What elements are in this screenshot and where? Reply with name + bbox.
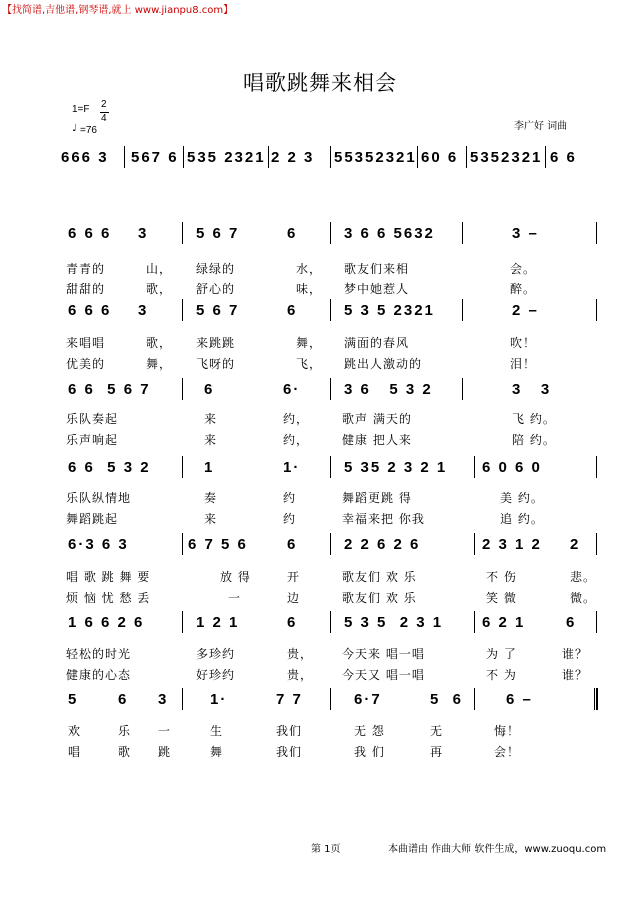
score-row-7 xyxy=(0,690,640,718)
lyric: 歌友们来相 xyxy=(344,262,410,276)
measure: 5 35 2 3 2 1 xyxy=(344,459,448,476)
lyrics-verse-1 xyxy=(0,722,640,738)
barline xyxy=(545,146,546,168)
intro-measure: 2 2 3 xyxy=(271,149,315,166)
lyrics-verse-1 xyxy=(0,260,640,276)
barline xyxy=(330,688,331,710)
measure: 3 xyxy=(138,302,149,319)
lyric: 歌， xyxy=(146,336,173,350)
lyric: 醉。 xyxy=(510,282,537,296)
lyrics-verse-2 xyxy=(0,743,640,759)
barline xyxy=(417,146,418,168)
lyric: 陪 约。 xyxy=(512,433,556,447)
lyric: 约 xyxy=(283,512,297,526)
barline xyxy=(182,533,183,555)
measure: 3 xyxy=(158,691,169,708)
intro-measure: 567 6 xyxy=(131,149,179,166)
barline xyxy=(330,611,331,633)
lyrics-verse-2 xyxy=(0,355,640,371)
lyric: 歌声 满天的 xyxy=(342,412,412,426)
barline xyxy=(596,299,597,321)
barline xyxy=(474,611,475,633)
lyric: 奏 xyxy=(204,491,218,505)
lyric: 歌友们 欢 乐 xyxy=(342,591,417,605)
lyric: 会！ xyxy=(494,745,521,759)
lyric: 一 xyxy=(228,591,242,605)
lyric: 我 们 xyxy=(354,745,385,759)
measure: 1· xyxy=(283,459,301,476)
measure: 6 – xyxy=(506,691,533,708)
lyric: 我们 xyxy=(276,724,303,738)
lyric: 绿绿的 xyxy=(196,262,236,276)
measure: 5 6 xyxy=(430,691,464,708)
lyric: 来 xyxy=(204,433,218,447)
composer-credit: 李广好 词曲 xyxy=(514,121,568,132)
lyric: 吹！ xyxy=(510,336,537,350)
lyric: 舒心的 xyxy=(196,282,236,296)
measure: 6 xyxy=(118,691,129,708)
lyric: 青青的 xyxy=(66,262,106,276)
barline xyxy=(182,611,183,633)
barline xyxy=(596,611,597,633)
intro-measure: 535 2321 xyxy=(187,149,266,166)
measure: 1 2 1 xyxy=(196,614,240,631)
barline xyxy=(182,222,183,244)
measure: 5 3 5 2321 xyxy=(344,302,435,319)
score-row-6 xyxy=(0,613,640,641)
lyric: 谁？ xyxy=(562,668,589,682)
barline xyxy=(474,533,475,555)
measure: 2 xyxy=(570,536,581,553)
lyric: 放 得 xyxy=(220,570,251,584)
barline xyxy=(182,378,183,400)
barline xyxy=(330,533,331,555)
score-row-3 xyxy=(0,380,640,408)
barline xyxy=(462,299,463,321)
intro-measure: 6 6 xyxy=(550,149,577,166)
measure: 7 7 xyxy=(276,691,303,708)
lyric: 谁？ xyxy=(562,647,589,661)
lyric: 无 xyxy=(430,724,444,738)
measure: 6 7 5 6 xyxy=(188,536,248,553)
lyric: 好珍约 xyxy=(196,668,236,682)
lyric: 约， xyxy=(283,433,310,447)
barline xyxy=(268,146,269,168)
lyric: 舞蹈跳起 xyxy=(66,512,119,526)
measure: 1 xyxy=(204,459,215,476)
lyric: 歌友们 欢 乐 xyxy=(342,570,417,584)
lyric: 味， xyxy=(296,282,323,296)
lyric: 乐 xyxy=(118,724,132,738)
score-row-1 xyxy=(0,224,640,252)
measure: 2 – xyxy=(512,302,539,319)
lyric: 无 怨 xyxy=(354,724,385,738)
lyric: 舞蹈更跳 得 xyxy=(342,491,412,505)
lyric: 健康的心态 xyxy=(66,668,132,682)
measure: 6 0 6 0 xyxy=(482,459,542,476)
lyric: 健康 把人来 xyxy=(342,433,412,447)
lyric: 山， xyxy=(146,262,173,276)
lyric: 乐队纵情地 xyxy=(66,491,132,505)
lyric: 不 伤 xyxy=(486,570,517,584)
barline xyxy=(124,146,125,168)
lyric: 水， xyxy=(296,262,323,276)
lyrics-verse-1 xyxy=(0,410,640,426)
barline xyxy=(182,299,183,321)
quarter-note-icon: ♩ xyxy=(72,123,77,134)
lyric: 满面的春风 xyxy=(344,336,410,350)
measure: 6 xyxy=(287,536,298,553)
intro-measure: 55352321 xyxy=(334,149,417,166)
barline xyxy=(330,456,331,478)
lyric: 一 xyxy=(158,724,172,738)
measure: 6 6 5 6 7 xyxy=(68,381,151,398)
lyric: 舞 xyxy=(210,745,224,759)
barline xyxy=(182,456,183,478)
score-row-4 xyxy=(0,458,640,486)
lyric: 开 xyxy=(287,570,301,584)
barline xyxy=(596,533,597,555)
measure: 6 xyxy=(204,381,215,398)
measure: 3 xyxy=(138,225,149,242)
lyric: 会。 xyxy=(510,262,537,276)
lyrics-verse-2 xyxy=(0,589,640,605)
measure: 2 2 6 2 6 xyxy=(344,536,421,553)
lyric: 轻松的时光 xyxy=(66,647,132,661)
intro-measure: 60 6 xyxy=(421,149,459,166)
lyric: 舞， xyxy=(146,357,173,371)
lyric: 歌， xyxy=(146,282,173,296)
lyric: 美 约。 xyxy=(500,491,544,505)
meter-bottom: 4 xyxy=(101,113,107,124)
measure: 5 6 7 xyxy=(196,225,240,242)
lyric: 悲。 xyxy=(570,570,597,584)
lyric: 多珍约 xyxy=(196,647,236,661)
lyric: 跳 xyxy=(158,745,172,759)
lyric: 飞 约。 xyxy=(512,412,556,426)
barline xyxy=(183,146,184,168)
barline xyxy=(466,146,467,168)
measure: 1 6 6 2 6 xyxy=(68,614,145,631)
measure: 3 6 5 3 2 xyxy=(344,381,433,398)
measure: 3 6 6 5632 xyxy=(344,225,435,242)
lyrics-verse-1 xyxy=(0,568,640,584)
tempo-marking: =76 xyxy=(80,125,97,136)
lyric: 为 了 xyxy=(486,647,517,661)
lyric: 不 为 xyxy=(486,668,517,682)
lyric: 欢 xyxy=(68,724,82,738)
lyric: 今天又 唱一唱 xyxy=(342,668,425,682)
measure: 6·3 6 3 xyxy=(68,536,129,553)
lyrics-verse-2 xyxy=(0,666,640,682)
watermark-banner[interactable]: 【找简谱,吉他谱,钢琴谱,就上 www.jianpu8.com】 xyxy=(2,5,234,16)
score-row-5 xyxy=(0,535,640,563)
barline xyxy=(596,222,597,244)
lyric: 幸福来把 你我 xyxy=(342,512,425,526)
lyric: 飞， xyxy=(296,357,323,371)
barline xyxy=(330,222,331,244)
lyric: 甜甜的 xyxy=(66,282,106,296)
measure: 5 3 5 2 3 1 xyxy=(344,614,444,631)
measure: 6 6 6 xyxy=(68,225,112,242)
measure: 6 6 6 xyxy=(68,302,112,319)
measure: 6 xyxy=(287,302,298,319)
meter-top: 2 xyxy=(101,99,107,110)
lyric: 乐声响起 xyxy=(66,433,119,447)
lyric: 来 xyxy=(204,512,218,526)
lyric: 飞呀的 xyxy=(196,357,236,371)
barline xyxy=(330,146,331,168)
intro-measure: 5352321 xyxy=(470,149,543,166)
lyric: 再 xyxy=(430,745,444,759)
barline xyxy=(462,222,463,244)
lyric: 梦中她惹人 xyxy=(344,282,410,296)
lyric: 泪！ xyxy=(510,357,537,371)
lyric: 笑 微 xyxy=(486,591,517,605)
score-row-2 xyxy=(0,301,640,329)
lyric: 约 xyxy=(283,491,297,505)
intro-measure: 666 3 xyxy=(61,149,109,166)
measure: 6 xyxy=(287,614,298,631)
barline xyxy=(462,378,463,400)
barline xyxy=(596,456,597,478)
barline xyxy=(474,456,475,478)
measure: 6· xyxy=(283,381,301,398)
lyric: 约， xyxy=(283,412,310,426)
measure: 6·7 xyxy=(354,691,382,708)
song-title: 唱歌跳舞来相会 xyxy=(243,71,397,95)
lyric: 来唱唱 xyxy=(66,336,106,350)
lyric: 唱 歌 跳 舞 要 xyxy=(66,570,151,584)
measure: 1· xyxy=(210,691,228,708)
lyric: 来 xyxy=(204,412,218,426)
measure: 6 xyxy=(566,614,577,631)
measure: 5 xyxy=(68,691,79,708)
measure: 2 3 1 2 xyxy=(482,536,542,553)
lyric: 舞， xyxy=(296,336,323,350)
key-signature: 1=F xyxy=(72,104,90,115)
lyric: 来跳跳 xyxy=(196,336,236,350)
barline xyxy=(330,299,331,321)
measure: 3 3 xyxy=(512,381,552,398)
lyrics-verse-1 xyxy=(0,645,640,661)
lyric: 歌 xyxy=(118,745,132,759)
measure: 6 6 5 3 2 xyxy=(68,459,151,476)
lyric: 边 xyxy=(287,591,301,605)
barline xyxy=(474,688,475,710)
measure: 5 6 7 xyxy=(196,302,240,319)
lyric: 唱 xyxy=(68,745,82,759)
lyric: 悔！ xyxy=(494,724,521,738)
lyric: 烦 恼 忧 愁 丢 xyxy=(66,591,151,605)
page-number: 第 1页 xyxy=(311,844,341,855)
lyric: 优美的 xyxy=(66,357,106,371)
lyrics-verse-1 xyxy=(0,489,640,505)
lyrics-verse-2 xyxy=(0,280,640,296)
measure: 6 xyxy=(287,225,298,242)
lyrics-verse-2 xyxy=(0,510,640,526)
barline xyxy=(182,688,183,710)
lyric: 生 xyxy=(210,724,224,738)
lyric: 追 约。 xyxy=(500,512,544,526)
intro-staff xyxy=(0,148,640,176)
lyric: 乐队奏起 xyxy=(66,412,119,426)
final-barline xyxy=(594,688,598,710)
lyric: 贵， xyxy=(287,647,314,661)
lyric: 微。 xyxy=(570,591,597,605)
lyric: 今天来 唱一唱 xyxy=(342,647,425,661)
lyrics-verse-2 xyxy=(0,431,640,447)
barline xyxy=(330,378,331,400)
lyric: 贵， xyxy=(287,668,314,682)
lyrics-verse-1 xyxy=(0,334,640,350)
lyric: 我们 xyxy=(276,745,303,759)
lyric: 跳出人激动的 xyxy=(344,357,423,371)
software-note: 本曲谱由 作曲大师 软件生成，www.zuoqu.com xyxy=(388,844,607,855)
measure: 6 2 1 xyxy=(482,614,526,631)
measure: 3 – xyxy=(512,225,539,242)
